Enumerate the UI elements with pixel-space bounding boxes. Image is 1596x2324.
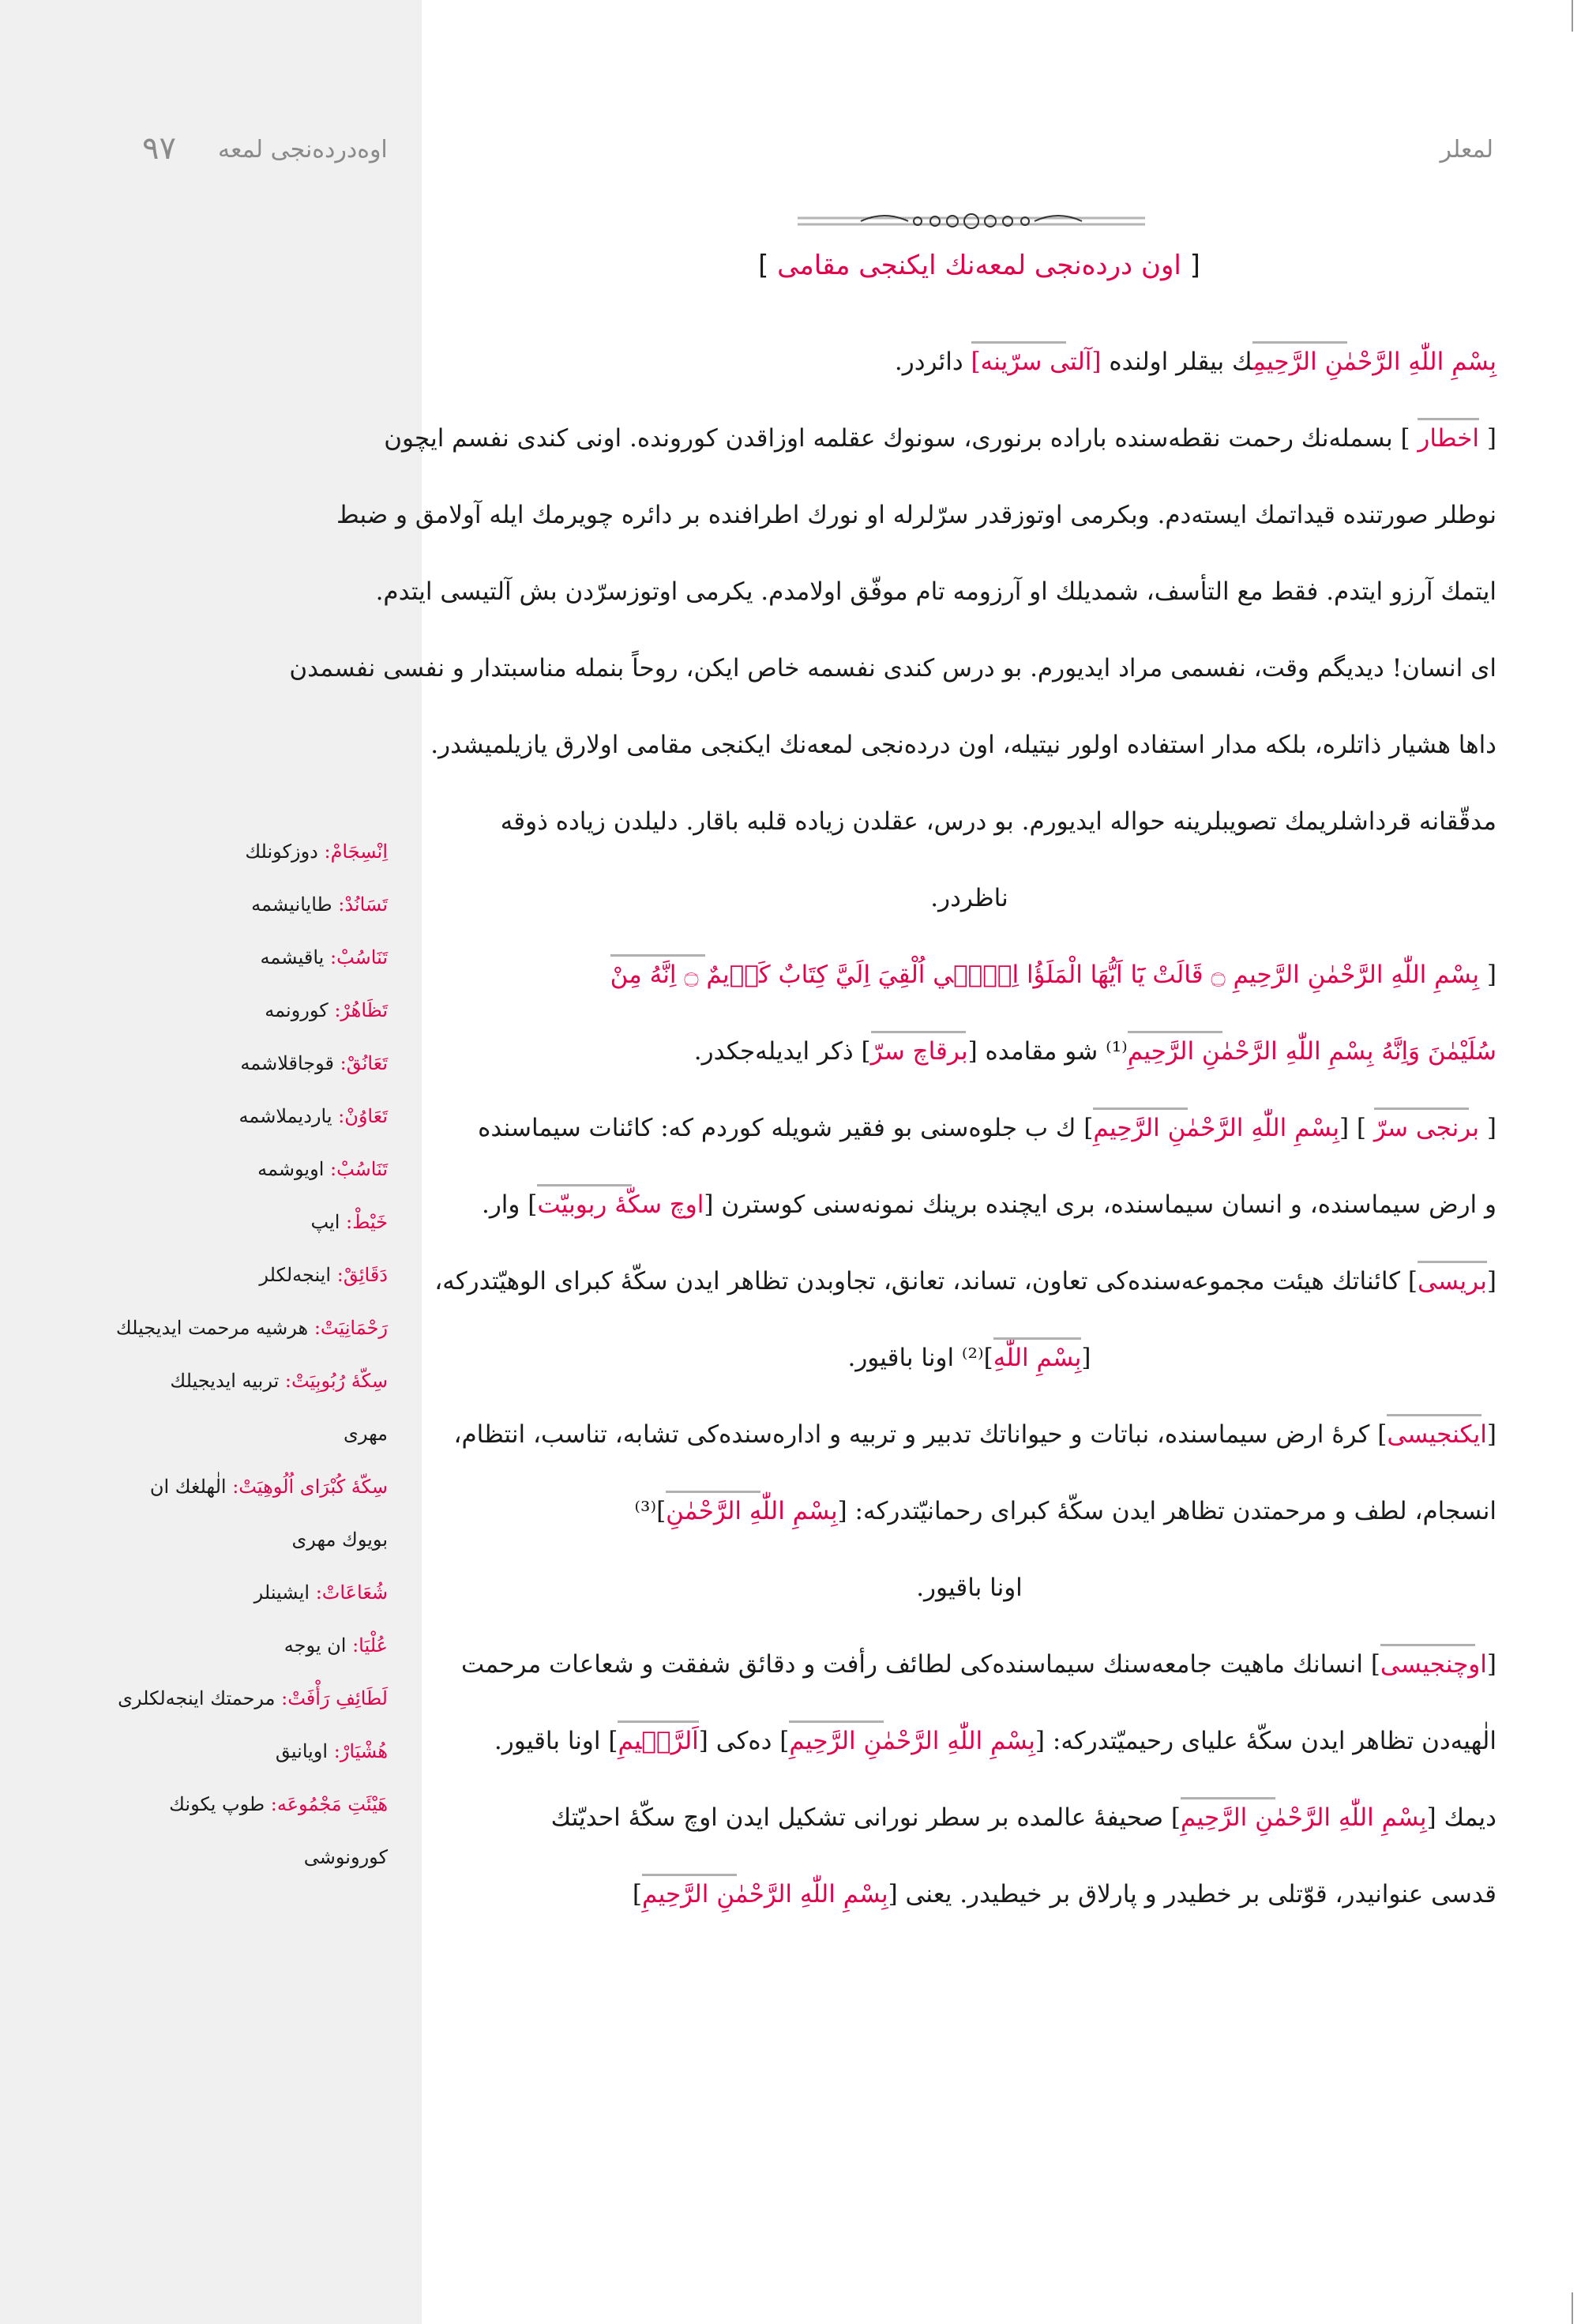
text-run: ] كائناتك هیئت مجموعه‌سنده‌كی تعاون، تساند، تعانق، تجاوبدن تظاهر ایدن سكّهٔ كبرای الوهیّتدركه،: [434, 1267, 1418, 1295]
glossary-definition: كورونمه: [265, 999, 335, 1021]
overline-mark: [666, 1491, 760, 1493]
glossary-definition: دوزكونلك: [245, 840, 325, 863]
text-line: [442, 1411, 1496, 1487]
overline-mark: [871, 1031, 966, 1033]
glossary-entry: [103, 1365, 388, 1418]
highlighted-term: اخطار: [1418, 424, 1480, 453]
highlighted-term: اوچنجیسی: [1380, 1650, 1487, 1679]
overline-mark: [1181, 1797, 1275, 1799]
glossary-term: تَنَاسُبْ:: [330, 1158, 388, 1180]
overline-mark: [1387, 1414, 1481, 1416]
text-run: [: [1479, 424, 1496, 453]
highlighted-term: بِسْمِ اللّٰهِ الرَّحْمٰنِ الرَّحِيمِ: [789, 1727, 1035, 1755]
glossary-entry: [103, 1788, 388, 1841]
text-run: ك بیقلر اولنده‌: [1101, 348, 1253, 376]
overline-mark: [610, 954, 705, 957]
highlighted-term: بِسْمِ اللّٰهِ الرَّحْمٰنِ: [666, 1497, 838, 1525]
highlighted-term: برنجی سرّ: [1373, 1114, 1480, 1142]
glossary-entry: [103, 1418, 388, 1471]
running-title-right: لمعلر: [1440, 136, 1493, 164]
text-line: [442, 338, 1496, 415]
text-line: [442, 1334, 1496, 1411]
text-run: نوطلر صورتنده قیداتمك ایسته‌دم. وبكرمی اوتوزقدر سرّلرله او نورك اطرافنده بر دائره چویرمك ایله آولامق و ضبط: [336, 501, 1496, 529]
glossary-entry: [103, 1047, 388, 1100]
glossary-definition: مرحمتك اینجه‌لكلری: [118, 1687, 282, 1709]
glossary-term: سِكّهٔ كُبْرَاى اُلُوهِيَتْ:: [232, 1476, 388, 1498]
glossary-entry: [103, 889, 388, 942]
highlighted-term: [آلتی سرّینه]: [971, 348, 1102, 376]
text-run: دیمك [: [1426, 1803, 1496, 1832]
highlighted-term: بِسْمِ اللّٰهِ الرَّحْمٰنِ الرَّحِيمِ: [1252, 348, 1496, 376]
text-line: [442, 1871, 1496, 1947]
text-run: [: [1081, 1344, 1091, 1372]
glossary-term: تَعَانُقْ:: [340, 1052, 388, 1074]
glossary-definition: اویانیق: [275, 1740, 334, 1762]
glossary-definition: بویوك مهری: [291, 1529, 388, 1551]
glossary-definition: تربیه ایدیجیلك: [170, 1370, 285, 1392]
overline-mark: [993, 1337, 1082, 1340]
glossary-definition: الٰهلغك ان: [149, 1476, 233, 1498]
glossary-term: تَعَاوُنْ:: [338, 1105, 388, 1127]
overline-mark: [1093, 1107, 1188, 1110]
glossary-definition: یاردیملاشمه: [238, 1105, 339, 1127]
glossary-entry: [103, 1577, 388, 1630]
text-run: [: [1479, 1114, 1496, 1142]
section-title: [734, 250, 1224, 281]
glossary-definition: یاقیشمه: [260, 946, 330, 968]
text-run: اونا باقیور.: [916, 1574, 1023, 1602]
text-run: ⁽¹⁾ شو مقامده [: [967, 1037, 1128, 1066]
title-bracket: [: [1189, 250, 1200, 281]
highlighted-term: بِسْمِ اللّٰهِ الرَّحْمٰنِ الرَّحِيمِ: [1180, 1803, 1427, 1832]
glossary-term: اِنْسِجَامْ:: [324, 840, 388, 863]
glossary-term: هَيْئَتِ مَجْمُوعَه:: [270, 1793, 388, 1815]
glossary-entry: [103, 1206, 388, 1259]
glossary-definition: ان یوجه: [284, 1634, 353, 1657]
text-line: [442, 1641, 1496, 1717]
text-line: [430, 721, 1496, 798]
text-line: [375, 568, 1496, 645]
text-run: [: [1486, 1420, 1496, 1449]
text-run: ناظردر.: [930, 884, 1008, 912]
title-bracket: ]: [758, 250, 769, 281]
glossary-term: دَقَائِقْ:: [336, 1264, 388, 1286]
glossary-entry: [103, 1735, 388, 1788]
highlighted-term: اَلرَّح۪يمِ: [618, 1727, 699, 1755]
text-run: انسجام، لطف و مرحمتدن تظاهر ایدن سكّهٔ كبرای رحمانیّتدركه: [: [837, 1497, 1496, 1525]
overline-mark: [618, 1720, 698, 1723]
text-run: ] ذكر ایدیله‌جكدر.: [693, 1037, 871, 1066]
text-run: و ارض سیماسنده، و انسان سیماسنده، بری ایچنده برینك نمونه‌سنی كوسترن [: [704, 1190, 1496, 1219]
text-line: [442, 1717, 1496, 1794]
text-run: دائردر.: [894, 348, 971, 376]
text-run: ای انسان! دیدیگم وقت، نفسمی مراد ایدیورم. بو درس كندی نفسمه خاص ایكن، روحاً بنمله مناسبتدار و نفسی نفسمدن: [289, 654, 1496, 683]
crop-mark: [1572, 0, 1573, 32]
highlighted-term: بِسْمِ اللّٰهِ: [993, 1344, 1082, 1372]
text-line: [442, 798, 1496, 874]
text-run: [: [1486, 1650, 1496, 1679]
text-line: [442, 1104, 1496, 1181]
overline-mark: [1418, 418, 1479, 420]
page-number: ٩٧: [142, 130, 176, 167]
overline-mark: [1418, 1261, 1487, 1263]
glossary-entry: [103, 1153, 388, 1206]
glossary-term: خَيْطْ:: [346, 1211, 388, 1233]
text-line: [289, 645, 1496, 721]
glossary-entry: [103, 1471, 388, 1524]
crop-mark: [1572, 2292, 1573, 2324]
text-line: [442, 874, 1496, 951]
text-run: ] انسانك ماهیت جامعه‌سنك سیماسنده‌كی لطائف رأفت و دقائق شفقت و شعاعات مرحمت: [461, 1650, 1380, 1679]
text-run: داها هشیار ذاتلره، بلكه مدار استفاده اولور نیتیله، اون درده‌نجی لمعه‌نك ایكنجی مقامی اولارق یازیلمیشدر.: [430, 731, 1496, 759]
text-run: ]: [632, 1880, 643, 1908]
running-title-left: اوه‌درده‌نجی لمعه: [218, 136, 388, 164]
glossary-entry: [103, 1630, 388, 1683]
highlighted-term: بِسْمِ اللّٰهِ الرَّحْمٰنِ الرَّحِيمِ: [1093, 1114, 1339, 1142]
highlighted-term: بِسْمِ اللّٰهِ الرَّحْمٰنِ الرَّحِيمِ: [642, 1880, 888, 1908]
text-run: ] [: [1339, 1114, 1374, 1142]
glossary-definition: طوپ یكونك: [169, 1793, 271, 1815]
title-text: اون درده‌نجی لمعه‌نك ایكنجی مقامی: [777, 250, 1181, 281]
glossary-entry: [103, 942, 388, 995]
overline-mark: [971, 341, 1066, 344]
overline-mark: [642, 1874, 737, 1876]
text-line: [336, 491, 1496, 568]
glossary-definition: ایپ: [310, 1211, 347, 1233]
glossary-definition: قوجاقلاشمه: [240, 1052, 340, 1074]
glossary-definition: كورونوشی: [303, 1846, 388, 1868]
text-run: ]⁽²⁾ اونا باقیور.: [847, 1344, 993, 1372]
glossary-entry: [103, 1312, 388, 1365]
glossary-term: سِكّهٔ رُبُوبِيَتْ:: [284, 1370, 388, 1392]
text-run: ] وار.: [481, 1190, 538, 1219]
glossary-entry: [103, 1683, 388, 1735]
text-line: [442, 951, 1496, 1028]
overline-mark: [537, 1184, 632, 1186]
glossary-definition: مهری: [344, 1423, 388, 1445]
glossary-entry: [103, 1100, 388, 1153]
text-run: ایتمك آرزو ایتدم. فقط مع التأسف، شمدیلك او آرزومه تام موفّق اولامدم. یكرمی اوتوزسرّدن بش آلتیسی ایتدم.: [375, 577, 1496, 606]
highlighted-term: اوچ سكّهٔ ربوبیّت: [537, 1190, 704, 1219]
glossary-term: تَظَاهُرْ:: [334, 999, 388, 1021]
highlighted-term: ایكنجیسی: [1387, 1420, 1487, 1449]
glossary-definition: ایشینلر: [253, 1581, 316, 1604]
glossary-term: عُلْيَا:: [352, 1634, 388, 1657]
glossary-entry: [103, 1259, 388, 1312]
text-run: [: [1479, 961, 1496, 989]
glossary-term: هُشْيَارْ:: [333, 1740, 388, 1762]
text-run: [: [1486, 1267, 1496, 1295]
text-line: [442, 1028, 1496, 1104]
glossary-definition: هرشیه مرحمت ایدیجیلك: [115, 1317, 314, 1339]
text-line: [442, 1794, 1496, 1871]
overline-mark: [1128, 1031, 1222, 1033]
glossary-definition: طایانیشمه: [251, 893, 339, 916]
text-run: ] اونا باقیور.: [494, 1727, 618, 1755]
ornament-divider: [798, 207, 1145, 239]
glossary-term: لَطَائِفِ رَأْفَتْ:: [281, 1687, 388, 1709]
glossary-entry: [103, 1524, 388, 1577]
glossary: [103, 836, 388, 1894]
glossary-term: تَسَانُدْ:: [338, 893, 388, 916]
text-run: مدقّقانه قرداشلریمك تصویبلرینه حواله ایدیورم. بو درس، عقلدن زیاده قلبه باقار. دلیلدن زیاده ذوقه: [500, 807, 1496, 836]
text-line: [442, 1181, 1496, 1258]
overline-mark: [1252, 341, 1347, 344]
text-line: [384, 415, 1496, 491]
glossary-term: شُعَاعَاتْ:: [315, 1581, 388, 1604]
text-run: الٰهیه‌دن تظاهر ایدن سكّهٔ علیای رحیمیّتدركه: [: [1035, 1727, 1496, 1755]
highlighted-term: برقاچ سرّ: [870, 1037, 968, 1066]
glossary-definition: اویوشمه: [257, 1158, 330, 1180]
text-run: ] ك ب جلوه‌سنی بو فقیر شویله كوردم كه: كائنات سیماسنده: [478, 1114, 1094, 1142]
text-run: قدسی عنوانیدر، قوّتلی بر خطیدر و پارلاق بر خیطیدر. یعنی [: [888, 1880, 1496, 1908]
text-line: [442, 1487, 1496, 1564]
glossary-entry: [103, 836, 388, 889]
text-run: ] بسمله‌نك رحمت نقطه‌سنده باراده‌ برنوری، سونوك عقلمه اوزاقدن كورونده. اونی كندی نفسم ایچون: [384, 424, 1418, 453]
glossary-entry: [103, 1841, 388, 1894]
highlighted-term: سُلَيْمٰنَ وَاِنَّهُ بِسْمِ اللّٰهِ الرَّحْمٰنِ الرَّحِيمِ: [1127, 1037, 1496, 1066]
text-run: ] كرهٔ ارض سیماسنده، نباتات و حیواناتك تدبیر و تربیه و اداره‌سنده‌كی تشابه، تناسب، انتظام،: [453, 1420, 1388, 1449]
glossary-term: رَحْمَانِيَتْ:: [314, 1317, 388, 1339]
text-line: [434, 1258, 1496, 1334]
text-run: ] ده‌كی [: [698, 1727, 790, 1755]
text-line: [442, 1564, 1496, 1641]
highlighted-term: بِسْمِ اللّٰهِ الرَّحْمٰنِ الرَّحِيمِ ۝ قَالَتْ يَٓا اَيُّهَا الْمَلَؤُا اِنّ۪ٓي اُلْقِيَ اِلَيَّ كِتَابٌ كَر۪يمٌ ۝ اِنَّهُ مِنْ: [610, 961, 1480, 989]
text-run: ]⁽³⁾: [634, 1497, 667, 1525]
overline-mark: [789, 1720, 884, 1723]
glossary-entry: [103, 995, 388, 1047]
glossary-definition: اینجه‌لكلر: [259, 1264, 337, 1286]
glossary-term: تَنَاسُبْ:: [330, 946, 388, 968]
text-run: ] صحیفهٔ عالمده بر سطر نورانی تشكیل ایدن اوچ سكّهٔ احدیّتك: [550, 1803, 1181, 1832]
overline-mark: [1374, 1107, 1469, 1110]
highlighted-term: بریسی: [1418, 1267, 1487, 1295]
overline-mark: [1380, 1644, 1475, 1646]
